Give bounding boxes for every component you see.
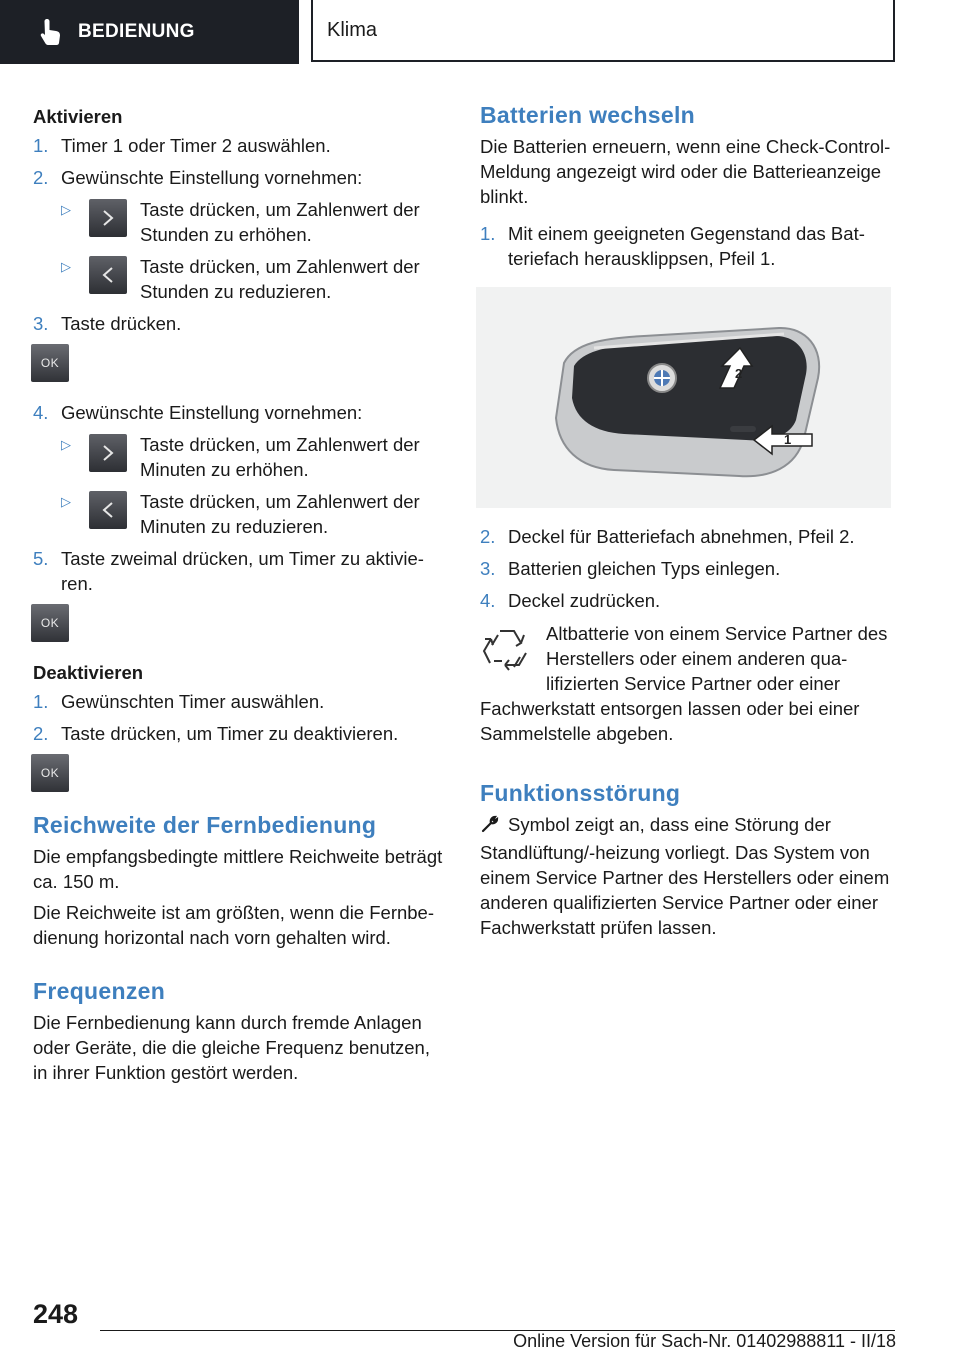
list-item xyxy=(33,311,448,336)
recycle-note xyxy=(480,621,892,746)
triangle-bullet-icon: ▷ xyxy=(61,259,71,274)
sub-item xyxy=(61,489,448,539)
sub-text: Taste drücken, um Zahlenwert der Minuten zu reduzieren. xyxy=(140,491,420,537)
car-key-image xyxy=(476,287,891,508)
list-item xyxy=(33,721,448,746)
chevron-right-button-icon xyxy=(89,199,127,237)
recycle-icon xyxy=(480,623,546,689)
deactivate-heading: Deaktivieren xyxy=(33,662,144,683)
sub-item xyxy=(61,432,448,482)
step-text: Deckel zudrücken. xyxy=(508,590,661,611)
sub-text: Taste drücken, um Zahlenwert der Stunden zu reduzieren. xyxy=(140,256,420,302)
step-text: Gewünschte Einstellung vornehmen: xyxy=(61,402,363,423)
step-number: 1. xyxy=(33,691,49,712)
range-paragraph-2: Die Reichweite ist am größten, wenn die Fernbedienung horizontal nach vorn gehalten wird. xyxy=(33,902,435,948)
step-text: Gewünschte Einstellung vornehmen: xyxy=(61,167,363,188)
ok-button-icon: OK xyxy=(31,604,69,642)
fault-text: Symbol zeigt an, dass eine Störung der Standlüftung/-heizung vorliegt. Das System von einem Service Partner des Herstellers oder einem anderen qualifizierten Service Partner oder einer Fachwerkstatt prüfen lassen. xyxy=(480,814,890,938)
range-paragraph-1: Die empfangsbedingte mittlere Reichweite beträgt ca. 150 m. xyxy=(33,846,443,892)
step-number: 2. xyxy=(480,526,496,547)
list-item xyxy=(480,588,892,613)
ok-button-icon: OK xyxy=(31,344,69,382)
step-number: 1. xyxy=(480,223,496,244)
section-tab[interactable] xyxy=(0,0,299,64)
step-number: 4. xyxy=(33,402,49,423)
page-number: 248 xyxy=(33,1299,79,1329)
step-number: 3. xyxy=(480,558,496,579)
chevron-left-button-icon xyxy=(89,256,127,294)
arrow-2-label: 2 xyxy=(734,365,742,381)
triangle-bullet-icon: ▷ xyxy=(61,494,71,509)
step-text: Taste drücken. xyxy=(61,313,182,334)
step-text: Batterien gleichen Typs einlegen. xyxy=(508,558,781,579)
sub-item xyxy=(61,197,448,247)
step-number: 4. xyxy=(480,590,496,611)
activate-heading: Aktivieren xyxy=(33,106,123,127)
step-text: Gewünschten Timer auswählen. xyxy=(61,691,325,712)
left-column xyxy=(33,100,448,1091)
step-number: 2. xyxy=(33,167,49,188)
list-item xyxy=(33,400,448,425)
breadcrumb xyxy=(311,0,895,62)
frequency-heading: Frequenzen xyxy=(33,978,166,1004)
frequency-paragraph: Die Fernbedienung kann durch fremde Anlagen oder Geräte, die die gleiche Frequenz benutzen, in ihrer Funktion gestört werden. xyxy=(33,1012,430,1083)
step-number: 2. xyxy=(33,723,49,744)
arrow-1-label: 1 xyxy=(783,431,791,447)
right-column xyxy=(480,100,892,946)
footer-text: Online Version für Sach-Nr. 01402988811 - II/18 xyxy=(513,1331,896,1351)
ok-button-icon: OK xyxy=(31,754,69,792)
list-item xyxy=(33,689,448,714)
chevron-left-button-icon xyxy=(89,491,127,529)
step-text: Mit einem geeigneten Gegenstand das Batteriefach herausklippsen, Pfeil 1. xyxy=(508,223,865,269)
list-item xyxy=(480,524,892,549)
list-item xyxy=(33,546,448,596)
step-text: Deckel für Batteriefach abnehmen, Pfeil 2. xyxy=(508,526,855,547)
chevron-right-button-icon xyxy=(89,434,127,472)
step-text: Timer 1 oder Timer 2 auswählen. xyxy=(61,135,331,156)
fault-heading: Funktionsstörung xyxy=(480,780,681,806)
sub-text: Taste drücken, um Zahlenwert der Stunden zu erhöhen. xyxy=(140,199,420,245)
step-number: 3. xyxy=(33,313,49,334)
step-number: 1. xyxy=(33,135,49,156)
section-label: BEDIENUNG xyxy=(78,21,195,42)
list-item xyxy=(480,221,892,271)
step-number: 5. xyxy=(33,548,49,569)
step-text: Taste zweimal drücken, um Timer zu aktivieren. xyxy=(61,548,424,594)
hand-pointer-icon xyxy=(38,17,64,47)
fault-paragraph xyxy=(480,812,892,940)
breadcrumb-title: Klima xyxy=(327,18,378,41)
recycle-text: Altbatterie von einem Service Partner des Herstellers oder einem anderen qualifizierten Service Partner oder einer Fachwerkstatt entsorgen lassen oder bei einer Sammelstelle abgeben. xyxy=(480,623,888,744)
step-text: Taste drücken, um Timer zu deaktivieren. xyxy=(61,723,399,744)
sub-item xyxy=(61,254,448,304)
triangle-bullet-icon: ▷ xyxy=(61,437,71,452)
range-heading: Reichweite der Fernbedienung xyxy=(33,812,377,838)
wrench-icon xyxy=(480,814,508,840)
triangle-bullet-icon: ▷ xyxy=(61,202,71,217)
sub-text: Taste drücken, um Zahlenwert der Minuten zu erhöhen. xyxy=(140,434,420,480)
battery-paragraph: Die Batterien erneuern, wenn eine Check-Control-Meldung angezeigt wird oder die Batterieanzeige blinkt. xyxy=(480,136,891,207)
list-item xyxy=(33,133,448,158)
list-item xyxy=(33,165,448,190)
list-item xyxy=(480,556,892,581)
battery-heading: Batterien wechseln xyxy=(480,102,696,128)
